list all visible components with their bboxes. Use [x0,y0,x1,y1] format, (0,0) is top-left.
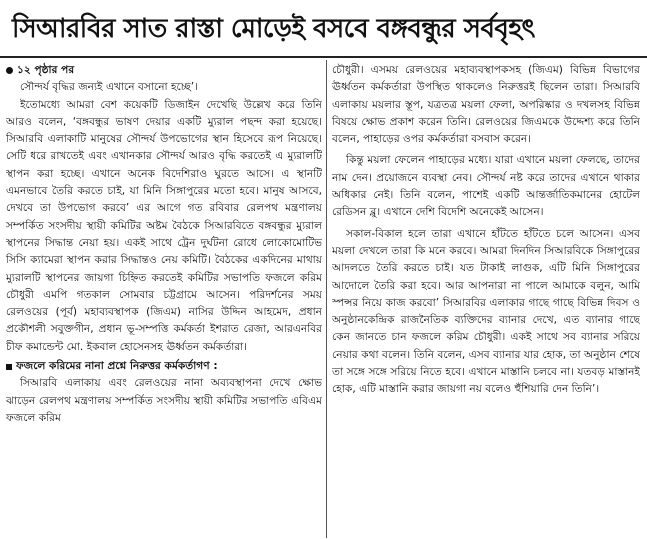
headline: সিআরবির সাত রাস্তা মোড়েই বসবে বঙ্গবন্ধুর সর্ববৃহৎ [0,0,647,58]
paragraph: চৌধুরী। এসময় রেলওয়ের মহাব্যবস্থাপকসহ (জিএম) বিভিন্ন বিভাগের ঊর্ধ্বতন কর্মকর্তারা উপস্থিত থাকলেও নিরুত্তরই ছিলেন তারা। সিআরবি এলাকায় ময়লার স্তূপ, যত্রতত্র ময়লা ফেলা, অপরিষ্কার ও দখলসহ বিভিন্ন বিষয়ে ক্ষোভ প্রকাশ করেন তিনি। রেলওয়ের জিএমকে উদ্দেশ্য করে তিনি বলেন, পাহাড়ের ওপর কর্মকর্তারা বসবাস করেন। [332,64,640,146]
article-column-right [332,62,640,532]
paragraph: সৌন্দর্য বৃদ্ধির জন্যই এখানে বসানো হচ্ছে’। [20,81,198,94]
paragraph: সিআরবি এলাকায় এবং রেলওয়ের নানা অব্যবস্থাপনা দেখে ক্ষোভ ঝাড়েন রেলপথ মন্ত্রণালয় সম্পর্কিত সংসদীয় স্থায়ী কমিটির সভাপতি এবিএম ফজলে করিম [6,377,322,424]
bullet-icon [6,67,13,74]
paragraph: ইতোমধ্যে আমরা বেশ কয়েকটি ডিজাইন দেখেছি উল্লেখ করে তিনি আরও বলেন, ‘বঙ্গবন্ধুর ভাষণ দেয়ার একটি ম্যুরাল পছন্দ করা হয়েছে। সিআরবি এলাকাটি মানুষের সৌন্দর্য উপভোগের স্থান হিসেবে রূপ নিয়েছে। সেটি ধরে রাখতেই এবং এখানকার সৌন্দর্য আরও বৃদ্ধি করতেই এ ম্যুরালটি স্থাপন করা হচ্ছে। এখানে অনেক বিদেশিরাও ঘুরতে আসে। এ স্থানটি এমনভাবে তৈরি করতে চাই, যা মিনি সিঙ্গাপুরের মতো হবে। মানুষ আসবে, দেখবে তা উপভোগ করবে’ এর আগে গত রবিবার রেলপথ মন্ত্রণালয় সম্পর্কিত সংসদীয় স্থায়ী কমিটির অষ্টম বৈঠকে সিআরবিতে বঙ্গবন্ধুর ম্যুরাল স্থাপনের সিদ্ধান্ত নেয়া হয়। একই সাথে ট্রেন দুর্ঘটনা রোধে লোকোমোটিভ সিসি ক্যামেরা স্থাপন করার সিদ্ধান্তও নেয় কমিটি। বৈঠকের একদিনের মাথায় ম্যুরালটি স্থাপনের জায়গা চিহ্নিত করতেই কমিটির সভাপতি ফজলে করিম চৌধুরী এমপি গতকাল সোমবার চট্টগ্রামে আসেন। পরিদর্শনের সময় রেলওয়ের (পূর্ব) মহাব্যবস্থাপক (জিএম) নাসির উদ্দিন আহমেদ, প্রধান প্রকৌশলী সবুক্তগীন, প্রধান ভূ-সম্পত্তি কর্মকর্তা ইশরাত রেজা, আরএনবির চীফ কমান্ডেন্ট মো. ইকবাল হোসেনসহ ঊর্ধ্বতন কর্মকর্তারা। [6,98,322,353]
continued-from-marker [6,62,322,79]
column-divider [326,60,327,538]
continued-from-text: ১২ পৃষ্ঠার পর [17,64,75,76]
subheading-text: ফজলে করিমের নানা প্রশ্নে নিরুত্তর কর্মকর্তাগণ : [16,360,218,373]
paragraph: সকাল-বিকাল হলে তারা এখানে হাঁটতে হাঁটতে চলে আসেন। এসব ময়লা দেখলে তারা কি মনে করবে। আমরা দিনদিন সিআরবিকে সিঙ্গাপুরের আদলতে তৈরি করতে চাই। যত টাকাই লাগুক, এটি মিনি সিঙ্গাপুরের আদোলে তৈরি করা হবে। আর আপনারা না পালে আমাকে বলুন, আমি স্পন্সর নিয়ে কাজ করবো’ সিআরবির এলাকার গাছে গাছে বিভিন্ন দিবস ও অনুষ্ঠানকেন্দ্রিক রাজনৈতিক ব্যক্তিদের ব্যানার দেখে, এত ব্যানার গাছে কেন জানতে চান ফজলে করিম চৌধুরী। একই সাথে সব ব্যানার সরিয়ে নেয়ার কথা বলেন। তিনি বলেন, এসব ব্যানার যার হোক, তা অনুষ্ঠান শেষে তা সঙ্গে সঙ্গে সরিয়ে নিতে হবে। এখানে মাস্তানি চলবে না। যতবড় মাস্তানই হোক, এটি মাস্তানি করার জায়গা নয় বলেও হুঁশিয়ারি দেন তিনি’। [332,227,640,396]
article-column-left [6,62,322,532]
paragraph: কিন্তু ময়লা ফেলেন পাহাড়ের মধ্যে। যারা এখানে ময়লা ফেলছে, তাদের নাম দেন। প্রয়োজনে ব্যবস্থা নেব। সৌন্দর্য নষ্ট করে তাদের এখানে থাকার অধিকার নেই। তিনি বলেন, পাশেই একটি আন্তর্জাতিকমানের হোটেল রেডিসন ব্লু। এখানে দেশি বিদেশি অনেকেই আসেন। [332,154,640,219]
subheading [6,358,322,375]
square-bullet-icon [6,364,12,370]
